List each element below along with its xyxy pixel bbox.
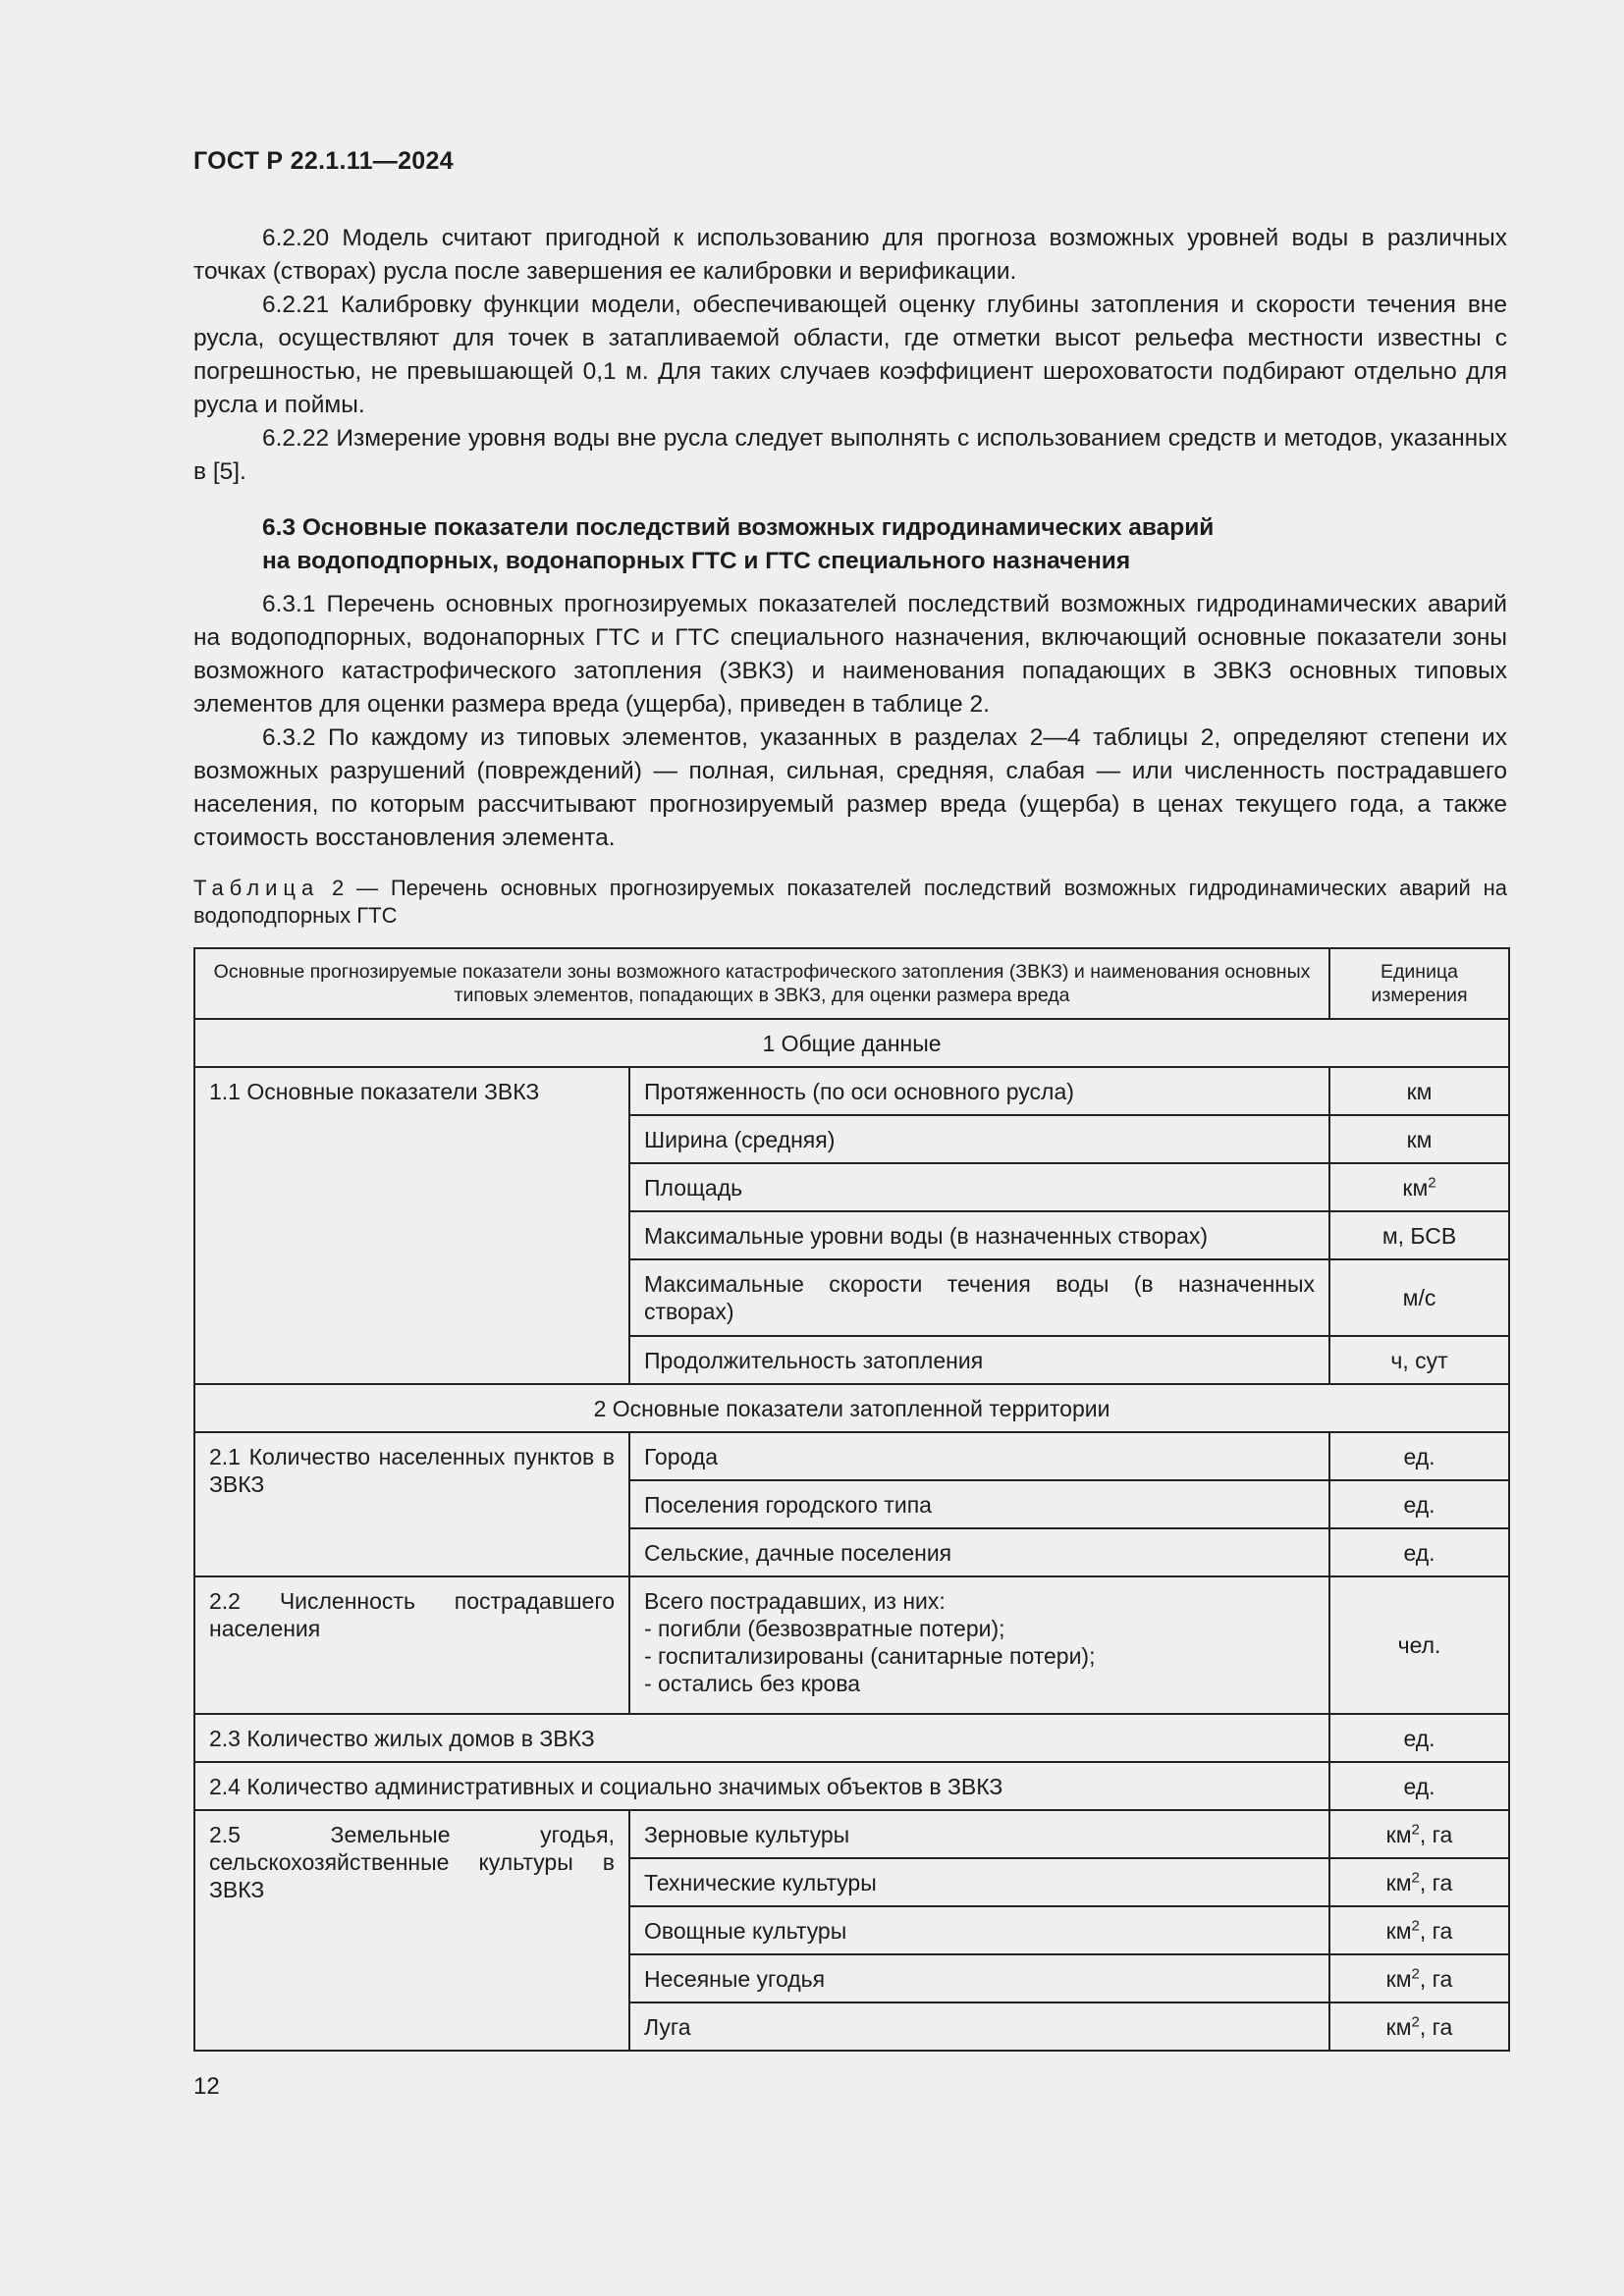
table-row [194,1067,1509,1115]
list-item: Всего пострадавших, из них: [644,1588,946,1614]
document-header: ГОСТ Р 22.1.11—2024 [193,147,454,175]
unit-text: км [1402,1174,1429,1201]
header-unit-cell: Единица измерения [1329,948,1509,1019]
row-unit: м/с [1329,1259,1509,1336]
paragraph-6-3-2: 6.3.2 По каждому из типовых элементов, указанных в разделах 2—4 таблицы 2, определяют степени их возможных разрушений (повреждений) — полная, сильная, средняя, слабая — или численность пострадавшего населения, по которым рассчитывают прогнозируемый размер вреда (ущерба) в ценах текущего года, а также стоимость восстановления элемента. [193,724,1507,851]
unit-text: км [1385,2013,1412,2040]
row-unit: км [1329,1115,1509,1163]
row-2-4-label: 2.4 Количество административных и социально значимых объектов в ЗВКЗ [194,1762,1329,1810]
table-row [194,1762,1509,1810]
group-2-1-label: 2.1 Количество населенных пунктов в ЗВКЗ [194,1432,629,1576]
unit-text: км [1385,1821,1412,1847]
row-name: Луга [629,2002,1329,2051]
section-title-line-1: 6.3 Основные показатели последствий возможных гидродинамических аварий [262,514,1215,541]
row-name: Поселения городского типа [629,1480,1329,1528]
group-1-1-label: 1.1 Основные показатели ЗВКЗ [194,1067,629,1384]
row-unit: ед. [1329,1762,1509,1810]
row-name: Сельские, дачные поселения [629,1528,1329,1576]
table-header-row [194,948,1509,1019]
table-row [194,1810,1509,1858]
row-unit [1329,1906,1509,1954]
list-item: - госпитализированы (санитарные потери); [644,1643,1096,1669]
unit-superscript: 2 [1411,1964,1420,1982]
section-row-2 [194,1384,1509,1432]
row-name: Площадь [629,1163,1329,1211]
unit-superscript: 2 [1411,1820,1420,1838]
list-item: - остались без крова [644,1671,861,1696]
section-row-1 [194,1019,1509,1067]
unit-text: км [1385,1965,1412,1992]
paragraph-6-2-21: 6.2.21 Калибровку функции модели, обеспечивающей оценку глубины затопления и скорости течения вне русла, осуществляют для точек в затапливаемой области, где отметки высот рельефа местности известны с погрешностью, не превышающей 0,1 м. Для таких случаев коэффициент шероховатости подбирают отдельно для русла и поймы. [193,292,1507,418]
row-unit: ед. [1329,1432,1509,1480]
row-name: Продолжительность затопления [629,1336,1329,1384]
header-main-cell: Основные прогнозируемые показатели зоны возможного катастрофического затопления (ЗВКЗ) и наименования основных типовых элементов, попадающих в ЗВКЗ, для оценки размера вреда [194,948,1329,1019]
unit-superscript: 2 [1411,1868,1420,1886]
row-unit: ед. [1329,1714,1509,1762]
unit-text: км [1385,1917,1412,1944]
row-unit [1329,1858,1509,1906]
list-item: - погибли (безвозвратные потери); [644,1616,1005,1641]
unit-text: , га [1419,2013,1453,2040]
row-name: Ширина (средняя) [629,1115,1329,1163]
indicators-table [193,947,1510,2052]
group-2-2-label: 2.2 Численность пострадавшего населения [194,1576,629,1714]
row-unit: ч, сут [1329,1336,1509,1384]
unit-text: , га [1419,1965,1453,1992]
row-name: Протяженность (по оси основного русла) [629,1067,1329,1115]
unit-text: км [1385,1869,1412,1896]
row-unit: м, БСВ [1329,1211,1509,1259]
row-unit [1329,1954,1509,2002]
row-name: Максимальные уровни воды (в назначенных створах) [629,1211,1329,1259]
row-name: Овощные культуры [629,1906,1329,1954]
section-title-line-2: на водоподпорных, водонапорных ГТС и ГТС специального назначения [262,548,1131,574]
table-caption-label: Таблица [193,876,320,900]
section-2-title: 2 Основные показатели затопленной территории [194,1384,1509,1432]
row-name: Максимальные скорости течения воды (в назначенных створах) [629,1259,1329,1336]
row-name: Несеяные угодья [629,1954,1329,2002]
table-caption [193,875,1507,930]
paragraph-6-3-1: 6.3.1 Перечень основных прогнозируемых показателей последствий возможных гидродинамических аварий на водоподпорных, водонапорных ГТС и ГТС специального назначения, включающий основные показатели зоны возможного катастрофического затопления (ЗВКЗ) и наименования попадающих в ЗВКЗ основных типовых элементов для оценки размера вреда (ущерба), приведен в таблице 2. [193,591,1507,718]
table-row [194,1576,1509,1714]
casualties-list [629,1576,1329,1714]
row-name: Зерновые культуры [629,1810,1329,1858]
unit-superscript: 2 [1428,1173,1436,1191]
table-caption-text: 2 — Перечень основных прогнозируемых показателей последствий возможных гидродинамических аварий на водоподпорных ГТС [193,876,1507,928]
row-unit: ед. [1329,1480,1509,1528]
table-row [194,1714,1509,1762]
row-unit [1329,1163,1509,1211]
unit-superscript: 2 [1411,2012,1420,2030]
paragraph-6-2-20: 6.2.20 Модель считают пригодной к использованию для прогноза возможных уровней воды в различных точках (створах) русла после завершения ее калибровки и верификации. [193,225,1507,285]
page-number: 12 [193,2073,220,2100]
section-title-6-3 [262,511,1507,578]
row-unit: км [1329,1067,1509,1115]
section-1-title: 1 Общие данные [194,1019,1509,1067]
unit-superscript: 2 [1411,1916,1420,1934]
row-unit [1329,1810,1509,1858]
body-text [193,222,1507,930]
unit-text: , га [1419,1821,1453,1847]
paragraph-6-2-22: 6.2.22 Измерение уровня воды вне русла следует выполнять с использованием средств и методов, указанных в [5]. [193,425,1507,485]
unit-text: , га [1419,1869,1453,1896]
unit-text: , га [1419,1917,1453,1944]
row-unit: ед. [1329,1528,1509,1576]
row-unit: чел. [1329,1576,1509,1714]
group-2-5-label: 2.5 Земельные угодья, сельскохозяйственные культуры в ЗВКЗ [194,1810,629,2051]
row-name: Города [629,1432,1329,1480]
row-unit [1329,2002,1509,2051]
table-row [194,1432,1509,1480]
row-2-3-label: 2.3 Количество жилых домов в ЗВКЗ [194,1714,1329,1762]
row-name: Технические культуры [629,1858,1329,1906]
